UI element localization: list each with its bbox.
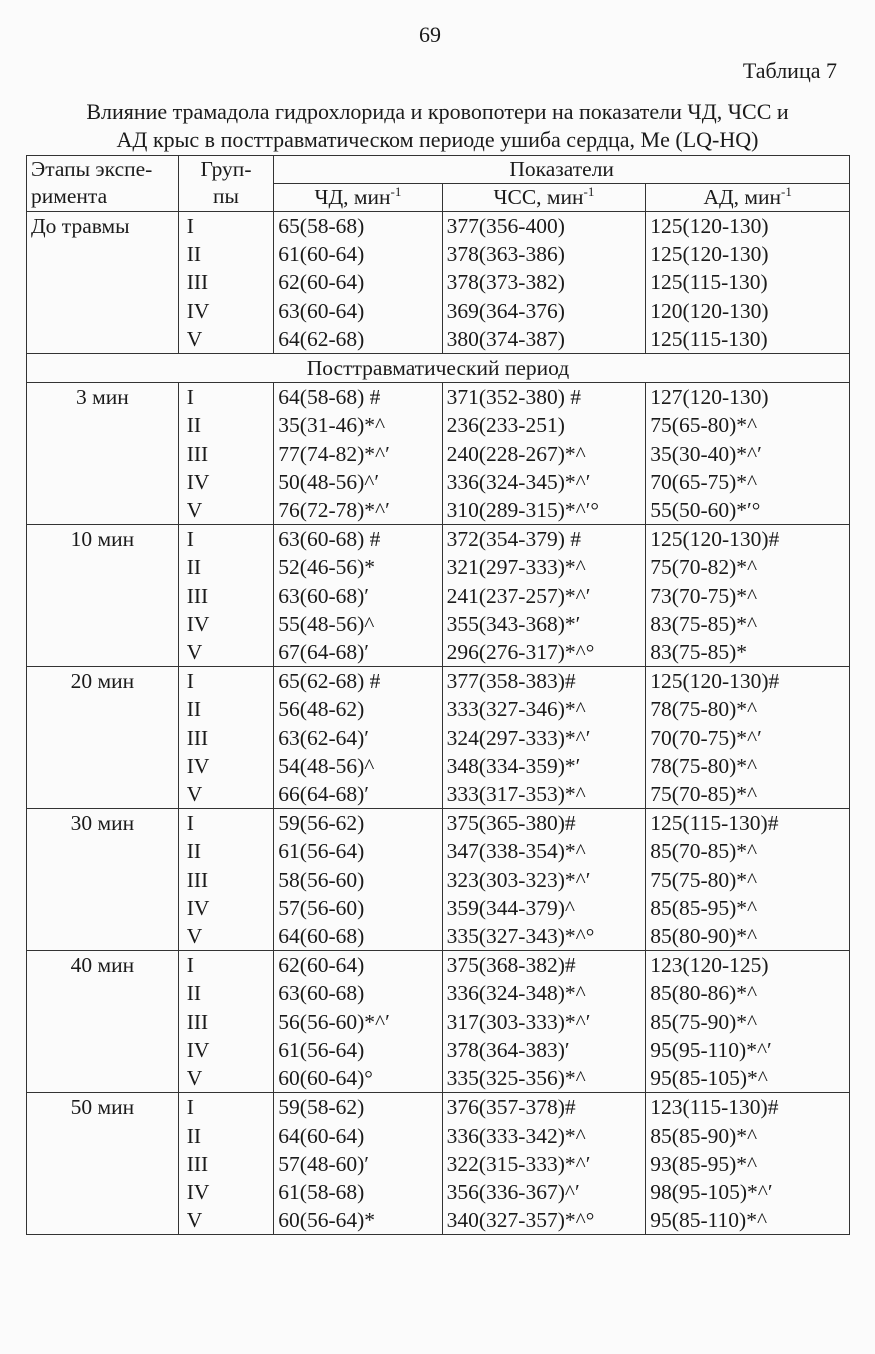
header-rr-label: ЧД, мин: [314, 185, 391, 209]
rr-value: 50(48-56)^′: [278, 469, 380, 494]
bp-value: 85(80-90)*^: [650, 924, 758, 949]
bp-value: 78(75-80)*^: [650, 753, 758, 778]
rr-value: 63(62-64)′: [278, 725, 369, 750]
rr-value: 61(60-64): [278, 242, 365, 267]
rr-value: 54(48-56)^: [278, 753, 375, 778]
group-cell: [178, 212, 274, 354]
hr-value: 236(233-251): [446, 413, 565, 438]
bp-value: 95(95-110)*^′: [650, 1037, 772, 1062]
header-stage: [27, 156, 179, 212]
group-value: IV: [186, 753, 210, 778]
group-value: I: [186, 1095, 194, 1120]
stage-cell: До травмы: [27, 212, 179, 354]
group-cell: [178, 1093, 274, 1235]
hr-value: 359(344-379)^: [446, 895, 575, 920]
rr-value: 77(74-82)*^′: [278, 441, 390, 466]
hr-value: 377(356-400): [446, 214, 565, 238]
group-value: V: [186, 1208, 203, 1233]
hr-value: 336(333-342)*^: [446, 1123, 586, 1148]
table-row: [27, 667, 850, 809]
hr-value: 333(317-353)*^: [446, 782, 586, 807]
group-value: II: [186, 981, 202, 1006]
table-row: [27, 951, 850, 1093]
bp-cell: [646, 1093, 850, 1235]
hr-value: 317(303-333)*^′: [446, 1009, 591, 1034]
group-value: II: [186, 555, 202, 580]
bp-value: 123(115-130)#: [650, 1095, 779, 1120]
section-row: [27, 354, 850, 383]
rr-value: 63(60-68): [278, 981, 365, 1006]
group-value: V: [186, 1066, 203, 1091]
header-bp-label: АД, мин: [703, 185, 781, 209]
group-value: III: [186, 1151, 209, 1176]
header-indicators: Показатели: [274, 156, 850, 184]
rr-value: 55(48-56)^: [278, 611, 375, 636]
group-value: II: [186, 242, 202, 267]
header-stage-line-1: Этапы экспе-: [31, 157, 153, 181]
header-groups-line-2: пы: [213, 184, 239, 208]
rr-cell: [274, 951, 442, 1093]
group-cell: [178, 809, 274, 951]
rr-cell: [274, 525, 442, 667]
bp-cell: [646, 667, 850, 809]
bp-cell: [646, 951, 850, 1093]
hr-value: 375(365-380)#: [446, 811, 576, 836]
rr-value: 57(56-60): [278, 895, 365, 920]
hr-value: 380(374-387): [446, 326, 565, 351]
header-bp-exp: -1: [781, 184, 792, 199]
group-value: III: [186, 583, 209, 608]
hr-cell: [442, 951, 646, 1093]
bp-value: 95(85-110)*^: [650, 1208, 768, 1233]
section-title: Посттравматический период: [27, 354, 850, 383]
header-groups: [178, 156, 274, 212]
rr-value: 58(56-60): [278, 867, 365, 892]
bp-value: 75(70-85)*^: [650, 782, 758, 807]
header-stage-line-2: римента: [31, 184, 108, 208]
hr-value: 333(327-346)*^: [446, 697, 586, 722]
hr-value: 240(228-267)*^: [446, 441, 586, 466]
table-row: [27, 525, 850, 667]
hr-value: 378(363-386): [446, 242, 565, 267]
bp-value: 125(120-130)#: [650, 527, 780, 552]
hr-value: 310(289-315)*^′°: [446, 498, 599, 523]
group-cell: [178, 525, 274, 667]
bp-value: 75(75-80)*^: [650, 867, 758, 892]
rr-cell: [274, 667, 442, 809]
hr-value: 371(352-380) #: [446, 385, 581, 410]
rr-cell: [274, 809, 442, 951]
hr-value: 241(237-257)*^′: [446, 583, 591, 608]
group-value: IV: [186, 469, 210, 494]
group-value: I: [186, 527, 194, 552]
hr-value: 340(327-357)*^°: [446, 1208, 595, 1233]
bp-value: 125(115-130): [650, 270, 768, 295]
rr-value: 63(60-68) #: [278, 527, 381, 552]
bp-value: 123(120-125): [650, 953, 769, 978]
bp-value: 85(85-95)*^: [650, 895, 758, 920]
rr-value: 57(48-60)′: [278, 1151, 369, 1176]
group-value: III: [186, 1009, 209, 1034]
bp-value: 125(120-130)#: [650, 669, 780, 694]
group-value: IV: [186, 1179, 210, 1204]
group-value: II: [186, 697, 202, 722]
group-value: V: [186, 924, 203, 949]
header-hr-label: ЧСС, мин: [493, 185, 584, 209]
hr-value: 372(354-379) #: [446, 527, 581, 552]
rr-cell: [274, 212, 442, 354]
bp-value: 125(120-130): [650, 214, 769, 238]
rr-value: 56(48-62): [278, 697, 365, 722]
rr-cell: [274, 383, 442, 525]
stage-cell: 50 мин: [27, 1093, 179, 1235]
table-row: [27, 383, 850, 525]
bp-value: 73(70-75)*^: [650, 583, 758, 608]
table-row: [27, 809, 850, 951]
group-cell: [178, 951, 274, 1093]
hr-value: 336(324-348)*^: [446, 981, 586, 1006]
bp-value: 95(85-105)*^: [650, 1066, 768, 1091]
results-table: [26, 155, 850, 1235]
rr-value: 64(60-68): [278, 924, 365, 949]
group-value: IV: [186, 611, 210, 636]
header-groups-line-1: Груп-: [200, 157, 252, 181]
table-label: Таблица 7: [742, 58, 837, 83]
rr-value: 52(46-56)*: [278, 555, 376, 580]
hr-value: 369(364-376): [446, 298, 565, 323]
group-value: II: [186, 413, 202, 438]
stage-cell: 3 мин: [27, 383, 179, 525]
group-value: III: [186, 725, 209, 750]
rr-value: 62(60-64): [278, 953, 365, 978]
caption-line-2: АД крыс в посттравматическом периоде ушиба сердца, Me (LQ-HQ): [116, 127, 759, 152]
bp-value: 125(115-130): [650, 326, 768, 351]
group-value: V: [186, 782, 203, 807]
rr-value: 61(56-64): [278, 1037, 365, 1062]
hr-cell: [442, 525, 646, 667]
header-rr: [274, 184, 442, 212]
bp-value: 98(95-105)*^′: [650, 1179, 773, 1204]
rr-value: 64(62-68): [278, 326, 365, 351]
rr-value: 61(56-64): [278, 839, 365, 864]
group-cell: [178, 667, 274, 809]
bp-cell: [646, 809, 850, 951]
bp-value: 93(85-95)*^: [650, 1151, 758, 1176]
rr-value: 60(60-64)°: [278, 1066, 373, 1091]
bp-value: 85(80-86)*^: [650, 981, 758, 1006]
stage-cell: 40 мин: [27, 951, 179, 1093]
hr-value: 355(343-368)*′: [446, 611, 581, 636]
header-hr-exp: -1: [583, 184, 595, 199]
rr-cell: [274, 1093, 442, 1235]
hr-value: 378(373-382): [446, 270, 565, 295]
rr-value: 62(60-64): [278, 270, 365, 295]
stage-cell: 30 мин: [27, 809, 179, 951]
group-value: III: [186, 867, 209, 892]
bp-cell: [646, 383, 850, 525]
rr-value: 76(72-78)*^′: [278, 498, 390, 523]
bp-value: 35(30-40)*^′: [650, 441, 762, 466]
hr-value: 336(324-345)*^′: [446, 469, 591, 494]
hr-cell: [442, 212, 646, 354]
bp-value: 127(120-130): [650, 385, 769, 410]
bp-cell: [646, 525, 850, 667]
bp-value: 83(75-85)*^: [650, 611, 758, 636]
bp-value: 85(85-90)*^: [650, 1123, 758, 1148]
bp-value: 55(50-60)*′°: [650, 498, 761, 523]
group-cell: [178, 383, 274, 525]
hr-value: 375(368-382)#: [446, 953, 576, 978]
hr-value: 323(303-323)*^′: [446, 867, 591, 892]
group-value: III: [186, 270, 209, 295]
bp-value: 70(65-75)*^: [650, 469, 758, 494]
hr-value: 347(338-354)*^: [446, 839, 586, 864]
group-value: IV: [186, 1037, 210, 1062]
table-row: [27, 212, 850, 354]
hr-value: 376(357-378)#: [446, 1095, 576, 1120]
group-value: III: [186, 441, 209, 466]
group-value: IV: [186, 895, 210, 920]
bp-value: 125(115-130)#: [650, 811, 779, 836]
table-caption: [30, 98, 845, 154]
group-value: I: [186, 669, 194, 694]
group-value: V: [186, 326, 203, 351]
bp-value: 70(70-75)*^′: [650, 725, 762, 750]
rr-value: 63(60-64): [278, 298, 365, 323]
hr-cell: [442, 809, 646, 951]
bp-value: 85(75-90)*^: [650, 1009, 758, 1034]
hr-value: 322(315-333)*^′: [446, 1151, 591, 1176]
header-rr-exp: -1: [390, 184, 402, 199]
bp-value: 85(70-85)*^: [650, 839, 758, 864]
hr-value: 356(336-367)^′: [446, 1179, 580, 1204]
rr-value: 61(58-68): [278, 1179, 365, 1204]
rr-value: 67(64-68)′: [278, 640, 369, 665]
rr-value: 66(64-68)′: [278, 782, 369, 807]
rr-value: 65(62-68) #: [278, 669, 381, 694]
hr-value: 296(276-317)*^°: [446, 640, 595, 665]
table-header: [27, 156, 850, 212]
hr-value: 335(327-343)*^°: [446, 924, 595, 949]
hr-value: 321(297-333)*^: [446, 555, 586, 580]
rr-value: 35(31-46)*^: [278, 413, 386, 438]
bp-value: 120(120-130): [650, 298, 769, 323]
hr-cell: [442, 1093, 646, 1235]
rr-value: 63(60-68)′: [278, 583, 369, 608]
bp-value: 83(75-85)*: [650, 640, 748, 665]
bp-value: 78(75-80)*^: [650, 697, 758, 722]
group-value: II: [186, 1123, 202, 1148]
bp-value: 75(70-82)*^: [650, 555, 758, 580]
table-body: [27, 212, 850, 1235]
group-value: I: [186, 953, 194, 978]
header-hr: [442, 184, 646, 212]
group-value: IV: [186, 298, 210, 323]
rr-value: 59(58-62): [278, 1095, 365, 1120]
rr-value: 64(58-68) #: [278, 385, 381, 410]
bp-value: 125(120-130): [650, 242, 769, 267]
hr-cell: [442, 383, 646, 525]
rr-value: 59(56-62): [278, 811, 365, 836]
header-bp: [646, 184, 850, 212]
hr-value: 324(297-333)*^′: [446, 725, 591, 750]
rr-value: 65(58-68): [278, 214, 365, 238]
group-value: I: [186, 811, 194, 836]
hr-value: 378(364-383)′: [446, 1037, 570, 1062]
group-value: II: [186, 839, 202, 864]
rr-value: 64(60-64): [278, 1123, 365, 1148]
bp-value: 75(65-80)*^: [650, 413, 758, 438]
stage-cell: 20 мин: [27, 667, 179, 809]
hr-cell: [442, 667, 646, 809]
bp-cell: [646, 212, 850, 354]
hr-value: 377(358-383)#: [446, 669, 576, 694]
rr-value: 56(56-60)*^′: [278, 1009, 390, 1034]
hr-value: 335(325-356)*^: [446, 1066, 586, 1091]
stage-cell: 10 мин: [27, 525, 179, 667]
group-value: V: [186, 640, 203, 665]
group-value: I: [186, 214, 194, 238]
table-row: [27, 1093, 850, 1235]
rr-value: 60(56-64)*: [278, 1208, 376, 1233]
group-value: V: [186, 498, 203, 523]
page-number: 69: [419, 22, 441, 47]
hr-value: 348(334-359)*′: [446, 753, 581, 778]
group-value: I: [186, 385, 194, 410]
caption-line-1: Влияние трамадола гидрохлорида и кровопотери на показатели ЧД, ЧСС и: [86, 99, 789, 124]
